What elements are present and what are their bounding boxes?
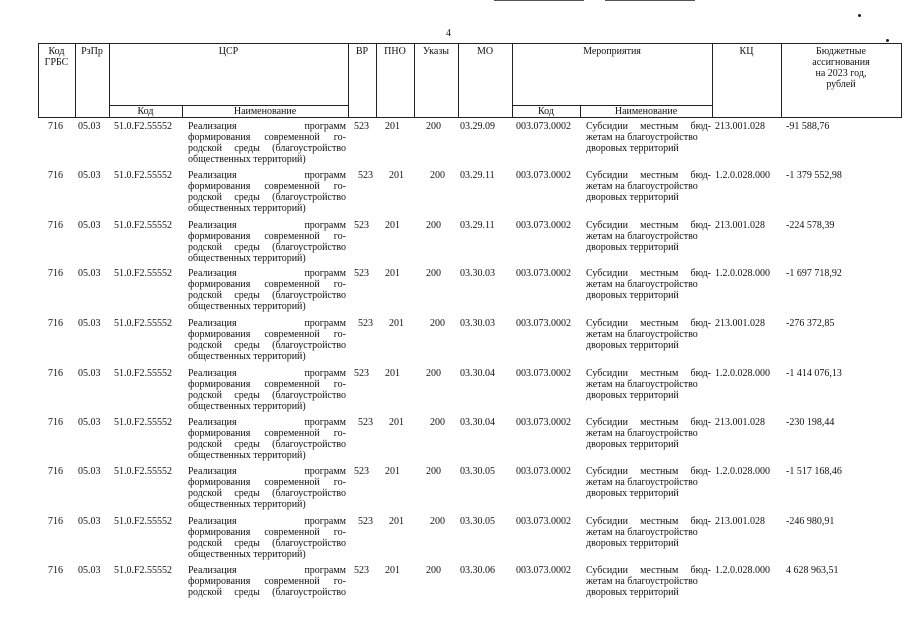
cell-pno: 201	[389, 417, 404, 428]
cell-mer-name: Субсидии местным бюд- жетам на благоустройство дворовых территорий	[586, 121, 711, 154]
cell-mer-name: Субсидии местным бюд- жетам на благоустройство дворовых территорий	[586, 565, 711, 598]
cell-mer: 003.073.0002	[516, 417, 571, 428]
cell-sum: -276 372,85	[786, 318, 835, 329]
cell-pno: 201	[389, 318, 404, 329]
scan-speck	[858, 14, 861, 17]
header-csr: ЦСР	[218, 46, 239, 57]
table-row	[38, 417, 902, 465]
cell-rzpr: 05.03	[78, 220, 101, 231]
cell-sum: -91 588,76	[786, 121, 830, 132]
cell-grbs: 716	[48, 268, 63, 279]
cell-rzpr: 05.03	[78, 170, 101, 181]
table-row	[38, 516, 902, 564]
cell-mer: 003.073.0002	[516, 368, 571, 379]
header-budget: Бюджетные ассигнования на 2023 год, рублей	[812, 46, 870, 90]
header-kc: КЦ	[739, 46, 754, 57]
cell-ukazy: 200	[426, 220, 441, 231]
cell-vr: 523	[354, 268, 369, 279]
cell-kc: 213.001.028	[715, 516, 765, 527]
scan-speck	[886, 39, 889, 42]
cell-ukazy: 200	[426, 466, 441, 477]
cell-sum: 4 628 963,51	[786, 565, 839, 576]
header-ukazy: Указы	[422, 46, 449, 57]
cell-rzpr: 05.03	[78, 368, 101, 379]
cell-rzpr: 05.03	[78, 417, 101, 428]
cell-grbs: 716	[48, 220, 63, 231]
cell-mo: 03.30.03	[460, 268, 495, 279]
header-vr: ВР	[355, 46, 369, 57]
cell-vr: 523	[354, 121, 369, 132]
cell-mer: 003.073.0002	[516, 516, 571, 527]
cell-grbs: 716	[48, 466, 63, 477]
cell-csr-name: Реализация программ формирования современной го- родской среды (благоустройство общественных территорий)	[188, 121, 346, 165]
cell-vr: 523	[354, 565, 369, 576]
cell-pno: 201	[385, 268, 400, 279]
cell-vr: 523	[354, 466, 369, 477]
cell-vr: 523	[354, 220, 369, 231]
table-row	[38, 318, 902, 366]
table-row	[38, 565, 902, 613]
cell-grbs: 716	[48, 516, 63, 527]
header-mer-kod: Код	[538, 106, 554, 117]
cell-csr: 51.0.F2.55552	[114, 220, 173, 231]
cell-sum: -1 379 552,98	[786, 170, 842, 181]
cell-kc: 1.2.0.028.000	[715, 268, 770, 279]
cell-csr-name: Реализация программ формирования современной го- родской среды (благоустройство общественных территорий)	[188, 516, 346, 560]
cell-kc: 1.2.0.028.000	[715, 466, 770, 477]
cell-rzpr: 05.03	[78, 121, 101, 132]
cell-pno: 201	[385, 565, 400, 576]
cell-csr-name: Реализация программ формирования современной го- родской среды (благоустройство	[188, 565, 346, 598]
cell-csr-name: Реализация программ формирования современной го- родской среды (благоустройство общественных территорий)	[188, 417, 346, 461]
cell-mer: 003.073.0002	[516, 121, 571, 132]
cell-mer-name: Субсидии местным бюд- жетам на благоустройство дворовых территорий	[586, 466, 711, 499]
cell-kc: 1.2.0.028.000	[715, 565, 770, 576]
cell-mo: 03.30.05	[460, 516, 495, 527]
cell-ukazy: 200	[430, 417, 445, 428]
table-row	[38, 121, 902, 169]
cell-mer-name: Субсидии местным бюд- жетам на благоустройство дворовых территорий	[586, 268, 711, 301]
cell-mo: 03.30.05	[460, 466, 495, 477]
table-row	[38, 368, 902, 416]
header-rzpr: РзПр	[81, 46, 103, 57]
cell-csr-name: Реализация программ формирования современной го- родской среды (благоустройство общественных территорий)	[188, 368, 346, 412]
cell-grbs: 716	[48, 318, 63, 329]
cell-csr-name: Реализация программ формирования современной го- родской среды (благоустройство общественных территорий)	[188, 318, 346, 362]
cell-csr: 51.0.F2.55552	[114, 516, 173, 527]
cell-kc: 1.2.0.028.000	[715, 170, 770, 181]
table-row	[38, 466, 902, 514]
cell-grbs: 716	[48, 368, 63, 379]
cell-rzpr: 05.03	[78, 565, 101, 576]
cell-ukazy: 200	[426, 368, 441, 379]
cell-csr: 51.0.F2.55552	[114, 466, 173, 477]
page-number: 4	[446, 28, 451, 39]
cell-mer-name: Субсидии местным бюд- жетам на благоустройство дворовых территорий	[586, 318, 711, 351]
cell-csr-name: Реализация программ формирования современной го- родской среды (благоустройство общественных территорий)	[188, 220, 346, 264]
cell-csr: 51.0.F2.55552	[114, 565, 173, 576]
cell-sum: -1 517 168,46	[786, 466, 842, 477]
cell-mo: 03.29.09	[460, 121, 495, 132]
cell-ukazy: 200	[426, 121, 441, 132]
header-csr-kod: Код	[137, 106, 154, 117]
cell-grbs: 716	[48, 565, 63, 576]
cell-mer: 003.073.0002	[516, 268, 571, 279]
cell-sum: -1 414 076,13	[786, 368, 842, 379]
cell-pno: 201	[385, 466, 400, 477]
cell-csr-name: Реализация программ формирования современной го- родской среды (благоустройство общественных территорий)	[188, 268, 346, 312]
cell-csr: 51.0.F2.55552	[114, 318, 173, 329]
cell-mer-name: Субсидии местным бюд- жетам на благоустройство дворовых территорий	[586, 516, 711, 549]
cell-ukazy: 200	[430, 516, 445, 527]
cell-vr: 523	[354, 368, 369, 379]
cell-mer: 003.073.0002	[516, 318, 571, 329]
top-border-line-left	[494, 0, 584, 1]
cell-csr: 51.0.F2.55552	[114, 368, 173, 379]
cell-rzpr: 05.03	[78, 516, 101, 527]
header-meropriyatiya: Мероприятия	[583, 46, 641, 57]
cell-vr: 523	[358, 170, 373, 181]
cell-kc: 213.001.028	[715, 417, 765, 428]
cell-mer: 003.073.0002	[516, 170, 571, 181]
cell-mer-name: Субсидии местным бюд- жетам на благоустройство дворовых территорий	[586, 368, 711, 401]
cell-csr-name: Реализация программ формирования современной го- родской среды (благоустройство общественных территорий)	[188, 170, 346, 214]
cell-csr-name: Реализация программ формирования современной го- родской среды (благоустройство общественных территорий)	[188, 466, 346, 510]
cell-csr: 51.0.F2.55552	[114, 417, 173, 428]
cell-mo: 03.30.03	[460, 318, 495, 329]
cell-ukazy: 200	[426, 565, 441, 576]
cell-mo: 03.30.06	[460, 565, 495, 576]
cell-pno: 201	[389, 170, 404, 181]
header-mer-name: Наименование	[614, 106, 678, 117]
cell-kc: 213.001.028	[715, 318, 765, 329]
cell-pno: 201	[385, 121, 400, 132]
header-pno: ПНО	[384, 46, 406, 57]
cell-mer: 003.073.0002	[516, 220, 571, 231]
cell-kc: 1.2.0.028.000	[715, 368, 770, 379]
cell-ukazy: 200	[430, 318, 445, 329]
cell-vr: 523	[358, 318, 373, 329]
cell-sum: -224 578,39	[786, 220, 835, 231]
cell-mer: 003.073.0002	[516, 565, 571, 576]
cell-vr: 523	[358, 516, 373, 527]
table-row	[38, 268, 902, 316]
cell-grbs: 716	[48, 121, 63, 132]
cell-ukazy: 200	[426, 268, 441, 279]
header-csr-name: Наименование	[233, 106, 297, 117]
cell-mo: 03.30.04	[460, 368, 495, 379]
cell-kc: 213.001.028	[715, 220, 765, 231]
cell-grbs: 716	[48, 417, 63, 428]
cell-sum: -246 980,91	[786, 516, 835, 527]
header-mo: МО	[476, 46, 494, 57]
cell-mo: 03.29.11	[460, 220, 495, 231]
cell-grbs: 716	[48, 170, 63, 181]
table-row	[38, 170, 902, 218]
cell-sum: -230 198,44	[786, 417, 835, 428]
cell-rzpr: 05.03	[78, 318, 101, 329]
cell-pno: 201	[389, 516, 404, 527]
cell-mer: 003.073.0002	[516, 466, 571, 477]
cell-mer-name: Субсидии местным бюд- жетам на благоустройство дворовых территорий	[586, 170, 711, 203]
cell-csr: 51.0.F2.55552	[114, 121, 173, 132]
table-header	[38, 43, 902, 117]
cell-rzpr: 05.03	[78, 268, 101, 279]
cell-mer-name: Субсидии местным бюд- жетам на благоустройство дворовых территорий	[586, 417, 711, 450]
cell-vr: 523	[358, 417, 373, 428]
cell-ukazy: 200	[430, 170, 445, 181]
cell-pno: 201	[385, 368, 400, 379]
cell-sum: -1 697 718,92	[786, 268, 842, 279]
cell-mo: 03.30.04	[460, 417, 495, 428]
header-kod-grbs: Код ГРБС	[44, 46, 69, 68]
cell-rzpr: 05.03	[78, 466, 101, 477]
cell-csr: 51.0.F2.55552	[114, 170, 173, 181]
table-row	[38, 220, 902, 268]
cell-csr: 51.0.F2.55552	[114, 268, 173, 279]
cell-pno: 201	[385, 220, 400, 231]
cell-kc: 213.001.028	[715, 121, 765, 132]
cell-mo: 03.29.11	[460, 170, 495, 181]
top-border-line-right	[605, 0, 695, 1]
cell-mer-name: Субсидии местным бюд- жетам на благоустройство дворовых территорий	[586, 220, 711, 253]
